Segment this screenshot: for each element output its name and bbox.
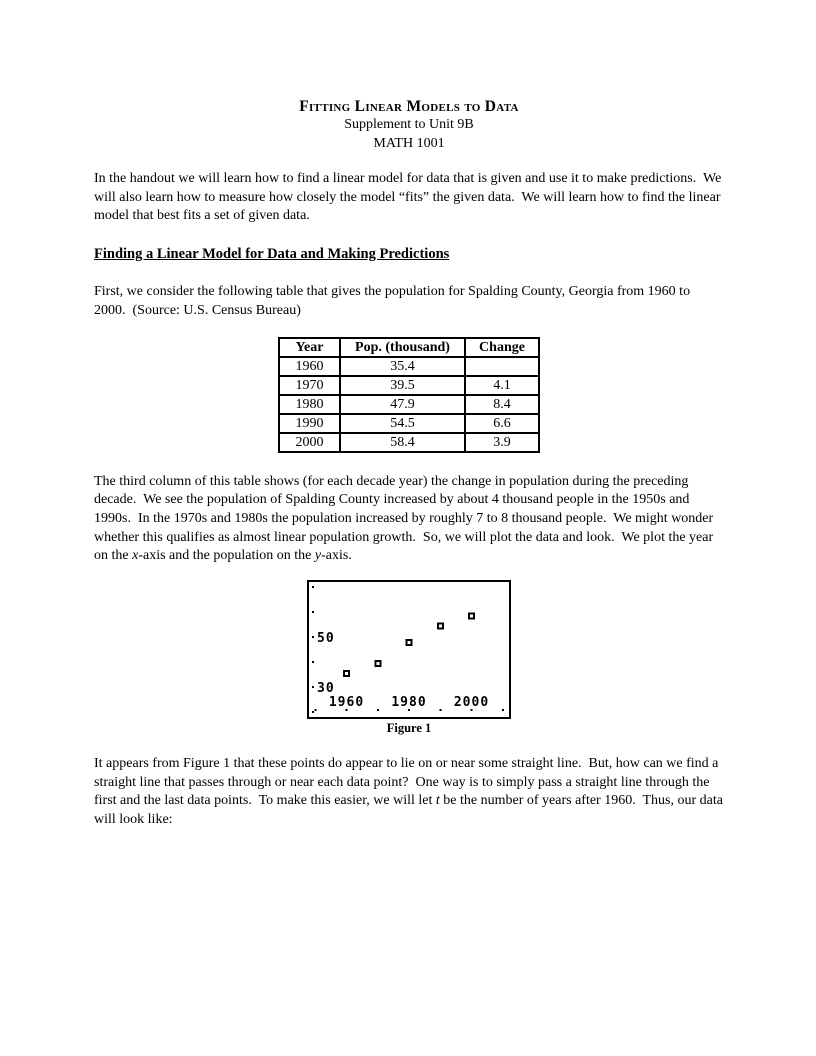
cell-change: 8.4 bbox=[465, 395, 539, 414]
table-row bbox=[279, 376, 539, 395]
scatter-plot-svg bbox=[307, 580, 511, 719]
figure-caption: Figure 1 bbox=[386, 721, 432, 736]
cell-population: 58.4 bbox=[340, 433, 465, 452]
table-intro-paragraph: First, we consider the following table that gives the population for Spalding County, Georgia from 1960 to 2000. (Source: U.S. Census Bureau) bbox=[94, 284, 694, 318]
cell-year: 1980 bbox=[279, 395, 340, 414]
table-header-row bbox=[279, 338, 539, 357]
table-row bbox=[279, 357, 539, 376]
svg-text:1960: 1960 bbox=[328, 695, 365, 711]
svg-text:2000: 2000 bbox=[453, 695, 490, 711]
document-title: Fitting Linear Models to Data bbox=[299, 98, 519, 115]
paragraph-text: be the number of years after 1960. Thus, our data will look like: bbox=[94, 793, 727, 828]
paragraph-text: The third column of this table shows (for each decade year) the change in population during the preceding decade. We see the population of Spalding County increased by about 4 thousand people in the 1950s and 1990s. In the 1970s and 1980s the population increased by roughly 7 to 8 thousand people. We might wonder whether this qualifies as almost linear population growth. So, we will plot the data and look. We plot the year on the bbox=[94, 473, 717, 564]
cell-population: 47.9 bbox=[340, 395, 465, 414]
cell-population: 35.4 bbox=[340, 357, 465, 376]
col-header-change: Change bbox=[465, 338, 539, 357]
paragraph-text: -axis and the population on the bbox=[138, 548, 315, 564]
table-row bbox=[279, 414, 539, 433]
svg-text:50: 50 bbox=[317, 631, 335, 647]
cell-year: 1990 bbox=[279, 414, 340, 433]
cell-change: 6.6 bbox=[465, 414, 539, 433]
figure-1 bbox=[94, 580, 724, 736]
svg-text:30: 30 bbox=[317, 681, 335, 697]
cell-population: 39.5 bbox=[340, 376, 465, 395]
variable-t: t bbox=[435, 793, 440, 809]
cell-change: 3.9 bbox=[465, 433, 539, 452]
variable-x: x bbox=[132, 548, 139, 564]
variable-y: y bbox=[314, 548, 322, 564]
cell-population: 54.5 bbox=[340, 414, 465, 433]
svg-text:1980: 1980 bbox=[391, 695, 427, 711]
paragraph-text: It appears from Figure 1 that these points do appear to lie on or near some straight line. But, how can we find a straight line that passes through or near each data point? One way is to simply pass a straight line through the first and the last data points. To make this easier, we will let bbox=[94, 756, 722, 809]
population-table bbox=[278, 337, 540, 453]
cell-year: 2000 bbox=[279, 433, 340, 452]
col-header-population: Pop. (thousand) bbox=[340, 338, 465, 357]
document-header bbox=[94, 97, 724, 153]
section-heading: Finding a Linear Model for Data and Making Predictions bbox=[94, 246, 450, 263]
table-row bbox=[279, 395, 539, 414]
cell-year: 1960 bbox=[279, 357, 340, 376]
course-code: MATH 1001 bbox=[373, 135, 445, 151]
intro-paragraph: In the handout we will learn how to find a linear model for data that is given and use it to make predictions. We will also learn how to measure how closely the model “fits” the given data. We will learn how to find the linear model that best fits a set of given data. bbox=[94, 171, 725, 224]
cell-year: 1970 bbox=[279, 376, 340, 395]
conclusion-paragraph bbox=[94, 755, 727, 830]
table-row bbox=[279, 433, 539, 452]
paragraph-text: -axis. bbox=[321, 548, 352, 564]
document-subtitle: Supplement to Unit 9B bbox=[344, 117, 474, 132]
col-header-year: Year bbox=[279, 338, 340, 357]
analysis-paragraph bbox=[94, 473, 724, 567]
cell-change bbox=[465, 357, 539, 376]
cell-change: 4.1 bbox=[465, 376, 539, 395]
